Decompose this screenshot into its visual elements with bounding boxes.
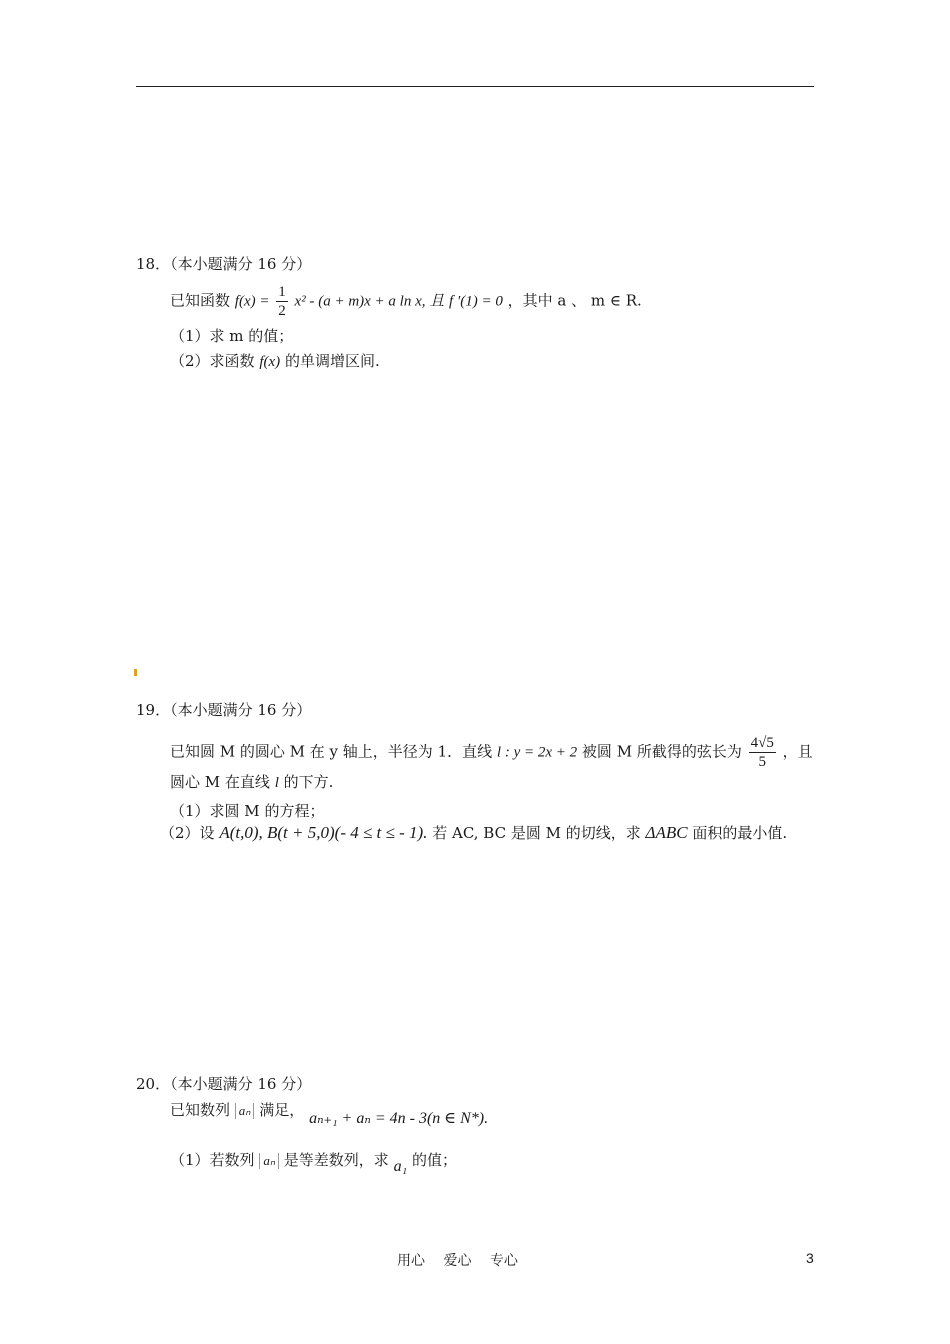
q18-part2-fx: f(x) (259, 354, 281, 370)
q18-fx: f(x) = (234, 293, 270, 310)
q19-part2-expr: A(t,0), B(t + 5,0)(- 4 ≤ t ≤ - 1). (219, 823, 428, 842)
q19-frac-num: 4√5 (750, 735, 774, 751)
q19-line1 (170, 734, 813, 771)
q20-part1-prefix: （1）若数列 (170, 1151, 255, 1169)
q20-line1 (170, 1100, 489, 1127)
q20-part1-suffix: 的值； (411, 1151, 457, 1169)
q19-line2 (170, 772, 333, 793)
q20-sequence: aₙ (235, 1103, 255, 1119)
q19-line2-prefix: 圆心 M 在直线 (170, 773, 270, 791)
q19-part2-suffix: 面积的最小值. (692, 824, 788, 842)
q18-part2 (170, 351, 380, 372)
q19-triangle: ΔABC (645, 823, 688, 842)
q18-stem-prefix: 已知函数 (170, 291, 231, 310)
page-number: 3 (806, 1250, 814, 1266)
q18-part1: （1）求 m 的值； (170, 327, 294, 345)
q18-frac-num: 1 (278, 284, 286, 300)
q19-line1-mid: 被圆 M 所截得的弦长为 (581, 742, 742, 761)
q19-line2-suffix: 的下方. (283, 773, 334, 791)
q19-header: 19．（本小题满分 16 分） (136, 701, 312, 719)
q19-part2-prefix: （2）设 (160, 824, 215, 842)
q19-line1-suffix: ，且 (782, 742, 813, 761)
q19-frac-den: 5 (758, 754, 766, 770)
q19-line2-l: l (274, 775, 279, 791)
q18-derivative: f ′(1) = 0 (449, 293, 503, 310)
q19-part2-mid: 若 AC, BC 是圆 M 的切线，求 (432, 824, 641, 842)
q18-part2-prefix: （2）求函数 (170, 352, 255, 370)
q20-recurrence: aₙ₊₁ + aₙ = 4n - 3(n ∈ N*). (309, 1110, 489, 1127)
q20-part1-sequence: aₙ (259, 1153, 279, 1169)
header-rule (136, 86, 814, 87)
q19-line1-prefix: 已知圆 M 的圆心 M 在 y 轴上，半径为 1．直线 (170, 742, 493, 761)
q20-line1-prefix: 已知数列 (170, 1101, 231, 1119)
margin-mark (134, 669, 137, 676)
q18-header: 18．（本小题满分 16 分） (136, 255, 312, 273)
q18-stem (170, 283, 642, 320)
q18-stem-suffix: ，其中 a 、 m ∈ R. (507, 291, 642, 310)
q18-frac-den: 2 (278, 303, 286, 319)
q18-part2-suffix: 的单调增区间. (284, 352, 380, 370)
q19-part1: （1）求圆 M 的方程； (170, 802, 325, 820)
q20-header: 20．（本小题满分 16 分） (136, 1075, 312, 1093)
q20-part1 (170, 1150, 457, 1175)
q19-part2 (160, 823, 787, 843)
q20-a1: a₁ (393, 1158, 408, 1175)
q19-fraction (749, 734, 776, 771)
q19-line-eq: l : y = 2x + 2 (496, 744, 578, 761)
q20-part1-mid: 是等差数列，求 (283, 1151, 389, 1169)
q18-stem-expr: x² - (a + m)x + a ln x, 且 (294, 293, 445, 310)
footer-motto: 用心 爱心 专心 (397, 1253, 518, 1269)
q18-fraction (276, 283, 288, 320)
q20-line1-mid: 满足， (259, 1101, 305, 1119)
